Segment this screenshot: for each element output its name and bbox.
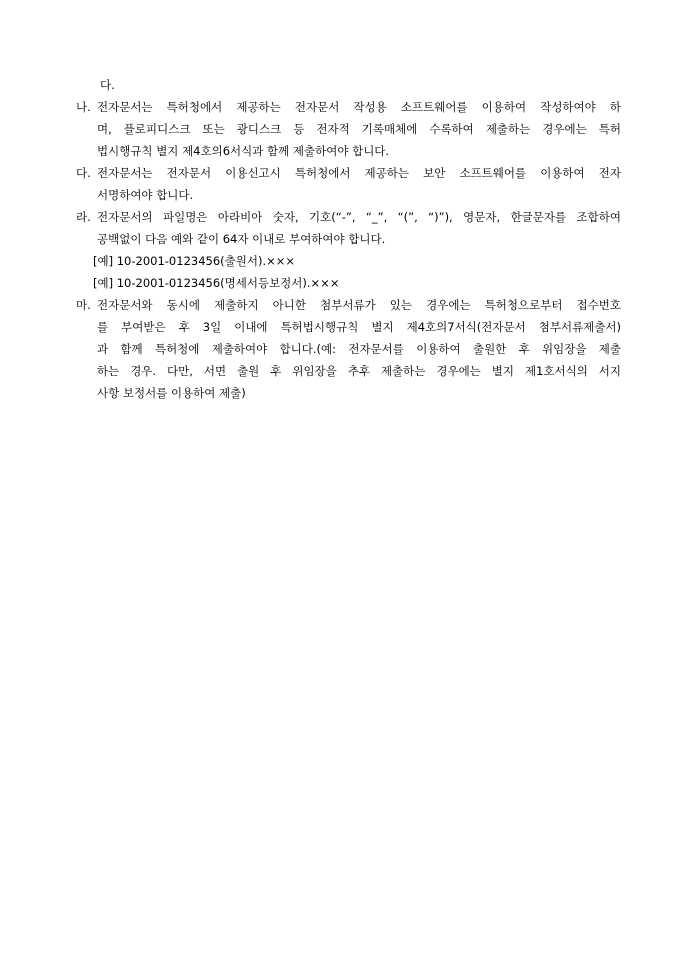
item-ra-line-2: 공백없이 다음 예와 같이 64자 이내로 부여하여야 합니다. xyxy=(97,232,386,246)
item-ma-line-3: 과 함께 특허청에 제출하여야 합니다.(예: 전자문서를 이용하여 출원한 후 위임장을 제출 xyxy=(97,342,621,356)
item-ma-marker: 마. xyxy=(76,298,91,312)
item-da-marker: 다. xyxy=(76,166,91,180)
item-ma-line-4: 하는 경우. 다만, 서면 출원 후 위임장을 추후 제출하는 경우에는 별지 제1호서식의 서지 xyxy=(97,364,621,378)
item-na-line-2: 며, 플로피디스크 또는 광디스크 등 전자적 기록매체에 수록하여 제출하는 경우에는 특허 xyxy=(97,122,621,136)
item-ma-line-5: 사항 보정서를 이용하여 제출) xyxy=(97,386,246,400)
item-na-marker: 나. xyxy=(76,100,91,114)
item-na-line-1: 전자문서는 특허청에서 제공하는 전자문서 작성용 소프트웨어를 이용하여 작성하여야 하 xyxy=(97,100,621,114)
item-da-line-1: 전자문서는 전자문서 이용신고시 특허청에서 제공하는 보안 소프트웨어를 이용하여 전자 xyxy=(97,166,621,180)
item-ma-line-2: 를 부여받은 후 3일 이내에 특허법시행규칙 별지 제4호의7서식(전자문서 첨부서류제출서) xyxy=(97,320,621,334)
item-ra-line-1: 전자문서의 파일명은 아라비아 숫자, 기호(“-”, “_”, “(”, “)”), 영문자, 한글문자를 조합하여 xyxy=(97,210,621,224)
item-da-line-2: 서명하여야 합니다. xyxy=(97,188,194,202)
item-ma-line-1: 전자문서와 동시에 제출하지 아니한 첨부서류가 있는 경우에는 특허청으로부터 접수번호 xyxy=(97,298,621,312)
item-na-line-3: 법시행규칙 별지 제4호의6서식과 함께 제출하여야 합니다. xyxy=(97,144,390,158)
item-ra-marker: 라. xyxy=(76,210,91,224)
item-ra-example-2: [예] 10-2001-0123456(명세서등보정서).××× xyxy=(93,276,340,290)
item-ra-example-1: [예] 10-2001-0123456(출원서).××× xyxy=(93,254,296,268)
carry-over-text: 다. xyxy=(100,78,115,92)
